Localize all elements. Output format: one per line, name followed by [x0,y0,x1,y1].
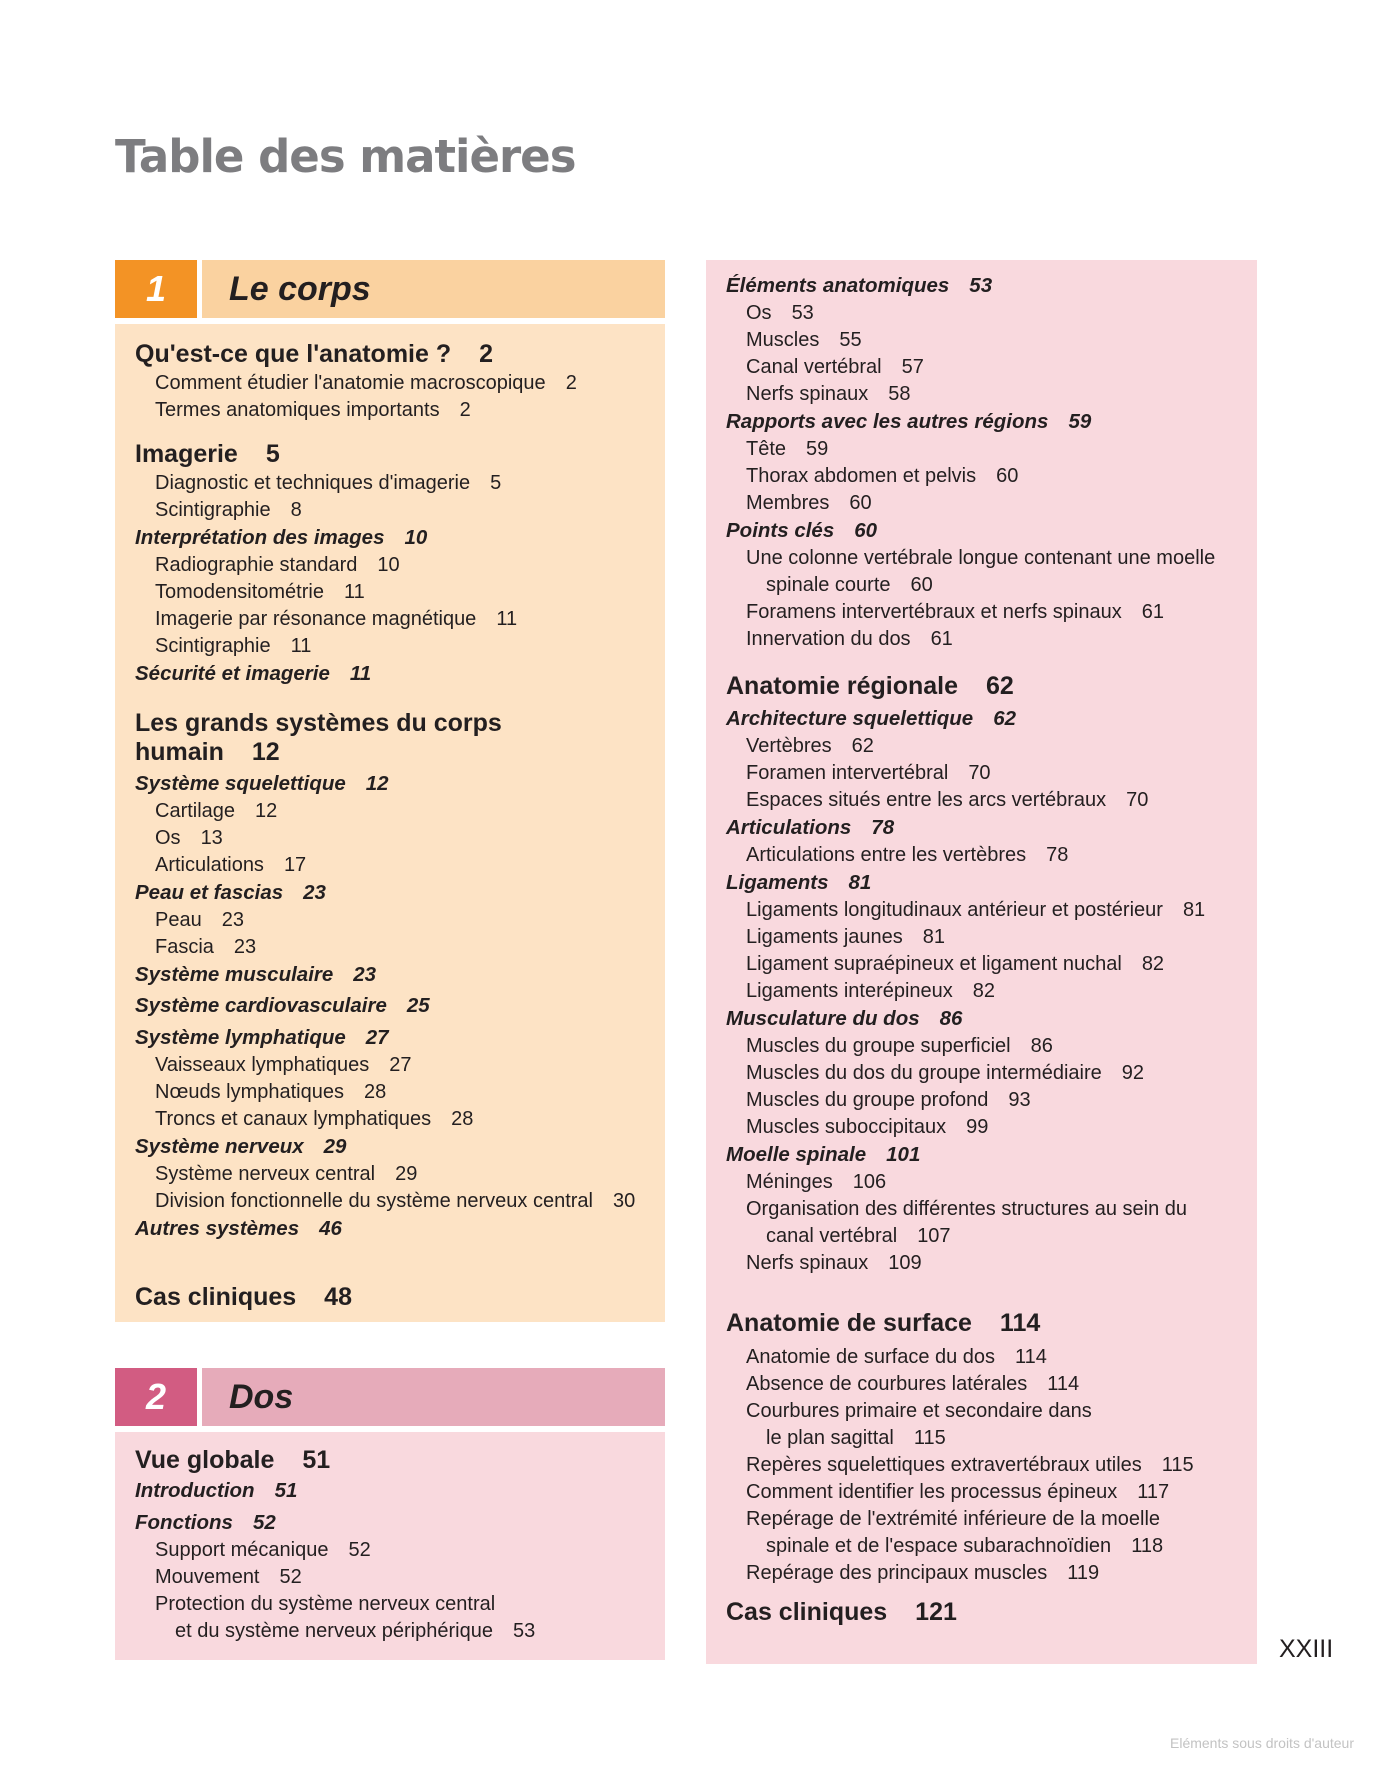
toc-entry-title: Muscles [746,329,820,351]
toc-entry-level-3 [155,552,400,578]
toc-entry-title: Une colonne vertébrale longue contenant une moelle [746,547,1216,569]
toc-entry-level-3 [155,1052,411,1078]
toc-entry-page: 115 [913,1427,946,1449]
toc-entry-level-3 [746,436,828,462]
toc-entry-page: 48 [324,1283,352,1311]
toc-entry-title: Scintigraphie [155,499,271,521]
toc-entry-page: 119 [1067,1562,1100,1584]
toc-entry-title: Autres systèmes [135,1217,300,1240]
toc-entry-page: 62 [851,735,874,757]
toc-entry-level-3 [746,842,1068,868]
toc-entry-title: Os [155,827,181,849]
toc-entry-page: 70 [1126,789,1149,811]
toc-entry-title: Espaces situés entre les arcs vertébraux [746,789,1107,811]
toc-entry-level-2 [135,1134,346,1160]
toc-entry-level-3 [746,978,995,1004]
toc-entry-page: 99 [966,1116,989,1138]
toc-entry-level-3 [155,907,244,933]
toc-entry-page: 27 [389,1054,412,1076]
toc-entry-page: 86 [1030,1035,1053,1057]
toc-entry-page: 60 [910,574,933,596]
toc-entry-title: Anatomie de surface [726,1309,972,1337]
toc-entry-title: Rapports avec les autres régions [726,410,1049,433]
toc-entry-title: Articulations [726,816,852,839]
toc-entry-level-2 [726,870,871,896]
toc-entry-title: Repères squelettiques extravertébraux utiles [746,1454,1142,1476]
toc-entry-page: 61 [930,628,953,650]
toc-entry-title: Membres [746,492,830,514]
toc-entry-page: 23 [353,963,377,986]
toc-entry-title: Nœuds lymphatiques [155,1081,344,1103]
toc-entry-page: 78 [871,816,895,839]
toc-entry-page: 81 [848,871,872,894]
toc-entry-title: Peau [155,909,202,931]
toc-entry-page: 59 [1068,410,1092,433]
toc-entry-page: 60 [854,519,878,542]
toc-entry-title: Musculature du dos [726,1007,920,1030]
toc-entry-page: 10 [404,526,428,549]
toc-entry-level-3 [746,1560,1099,1586]
toc-entry-level-3 [746,354,924,380]
toc-entry-page: 60 [849,492,872,514]
toc-entry-page: 52 [252,1511,276,1534]
toc-entry-level-2 [135,962,376,988]
toc-entry-title: Qu'est-ce que l'anatomie ? [135,340,452,368]
toc-entry-level-3 [746,951,1164,977]
toc-entry-title: Système musculaire [135,963,334,986]
toc-entry-page: 81 [1182,899,1206,921]
toc-entry-level-2 [726,273,992,299]
toc-entry-page: 58 [888,383,911,405]
toc-entry-level-3 [746,545,1235,571]
toc-entry-level-2 [726,706,1016,732]
toc-entry-level-3 [746,1506,1180,1532]
toc-entry-level-3 [746,1250,922,1276]
toc-entry-level-3 [155,606,517,632]
toc-entry-level-2 [135,525,427,551]
toc-entry-level-3 [746,1344,1047,1370]
toc-entry-title: Imagerie [135,440,238,468]
toc-entry-level-3 [746,381,911,407]
toc-entry-title: Repérage des principaux muscles [746,1562,1048,1584]
toc-entry-page: 2 [459,399,471,421]
toc-entry-level-1 [726,672,1014,701]
toc-entry-page: 30 [613,1190,636,1212]
toc-entry-title: Articulations entre les vertèbres [746,844,1027,866]
toc-entry-title: Muscles suboccipitaux [746,1116,947,1138]
toc-entry-title: Imagerie par résonance magnétique [155,608,477,630]
toc-entry-page: 5 [490,472,502,494]
toc-entry-page: 57 [901,356,924,378]
toc-entry-page: 52 [348,1539,371,1561]
toc-entry-title: le plan sagittal [766,1427,894,1449]
toc-entry-title: et du système nerveux périphérique [175,1620,493,1642]
toc-entry-title: Division fonctionnelle du système nerveux central [155,1190,593,1212]
toc-entry-title: Ligaments [726,871,829,894]
toc-entry-level-2 [726,815,894,841]
toc-entry-page: 25 [406,994,430,1017]
toc-entry-title: Muscles du groupe superficiel [746,1035,1011,1057]
toc-entry-level-3 [746,1087,1031,1113]
toc-entry-page: 121 [915,1598,957,1626]
toc-entry-title: Muscles du dos du groupe intermédiaire [746,1062,1102,1084]
toc-entry-level-3 [746,1479,1169,1505]
toc-entry-page: 27 [365,1026,389,1049]
toc-entry-page: 51 [274,1479,298,1502]
toc-entry-level-3 [746,1371,1079,1397]
toc-entry-title: Support mécanique [155,1539,329,1561]
toc-entry-page: 11 [290,635,312,657]
toc-entry-page: 62 [986,672,1014,700]
toc-entry-title: Foramen intervertébral [746,762,949,784]
toc-entry-level-3 [155,1188,635,1214]
toc-entry-page: 118 [1131,1535,1164,1557]
toc-entry-title: spinale et de l'espace subarachnoïdien [766,1535,1112,1557]
toc-entry-level-1 [135,340,493,369]
toc-entry-level-3 [746,626,953,652]
toc-entry-page: 78 [1046,844,1069,866]
toc-entry-title: Vue globale [135,1446,275,1474]
toc-entry-level-2 [135,880,326,906]
toc-entry-level-3 [155,1537,371,1563]
toc-entry-title: Anatomie de surface du dos [746,1346,996,1368]
toc-entry-title: Les grands systèmes du corps [135,709,502,737]
toc-entry-level-3 [766,1223,951,1249]
toc-entry-page: 12 [255,800,278,822]
toc-entry-title: Peau et fascias [135,881,284,904]
toc-entry-title: Os [746,302,772,324]
toc-entry-level-1 [135,709,530,738]
toc-entry-page: 11 [496,608,518,630]
toc-entry-level-3 [766,1425,946,1451]
toc-entry-level-1 [135,1283,352,1312]
toc-entry-level-2 [726,1142,920,1168]
toc-entry-page: 12 [251,738,280,766]
toc-entry-page: 82 [972,980,996,1002]
toc-entry-page: 13 [200,827,223,849]
toc-entry-level-3 [746,300,814,326]
toc-entry-level-3 [155,852,306,878]
toc-entry-level-3 [155,633,311,659]
toc-entry-title: Cartilage [155,800,236,822]
toc-entry-level-3 [155,1161,417,1187]
toc-entry-level-3 [746,490,872,516]
toc-entry-page: 114 [1047,1373,1080,1395]
toc-entry-title: Méninges [746,1171,833,1193]
toc-entry-title: Éléments anatomiques [726,274,950,297]
toc-entry-level-3 [746,924,945,950]
toc-entry-page: 5 [265,440,280,468]
toc-entry-title: Fonctions [135,1511,233,1534]
toc-entry-title: Repérage de l'extrémité inférieure de la moelle [746,1508,1161,1530]
toc-entry-title: Innervation du dos [746,628,911,650]
toc-entry-page: 53 [512,1620,536,1642]
toc-entry-page: 61 [1141,601,1164,623]
chapter-number: 2 [115,1368,197,1426]
toc-entry-level-3 [175,1618,535,1644]
toc-entry-title: Moelle spinale [726,1143,867,1166]
toc-entry-level-1 [135,440,280,469]
toc-entry-page: 8 [290,499,302,521]
toc-entry-level-3 [155,370,577,396]
toc-entry-title: Ligaments longitudinaux antérieur et postérieur [746,899,1163,921]
toc-entry-level-2 [135,661,371,687]
toc-entry-level-2 [726,409,1091,435]
toc-entry-title: Nerfs spinaux [746,1252,869,1274]
toc-entry-level-1 [726,1598,957,1627]
toc-entry-title: Radiographie standard [155,554,358,576]
toc-entry-level-3 [155,497,302,523]
toc-entry-page: 114 [999,1309,1041,1337]
toc-entry-page: 11 [343,581,365,603]
toc-entry-title: Comment identifier les processus épineux [746,1481,1118,1503]
toc-entry-page: 81 [922,926,946,948]
chapter-2-header [115,1368,665,1426]
toc-entry-title: Thorax abdomen et pelvis [746,465,977,487]
toc-entry-title: Tomodensitométrie [155,581,324,603]
toc-entry-level-3 [155,1079,386,1105]
toc-entry-level-3 [746,1398,1112,1424]
toc-entry-level-1 [135,1446,330,1475]
toc-entry-page: 29 [395,1163,418,1185]
toc-entry-page: 2 [565,372,577,394]
toc-entry-level-3 [155,1564,302,1590]
toc-entry-title: Absence de courbures latérales [746,1373,1028,1395]
toc-entry-title: Termes anatomiques importants [155,399,440,421]
toc-entry-page: 53 [791,302,814,324]
toc-entry-page: 117 [1137,1481,1170,1503]
toc-entry-level-2 [135,771,389,797]
toc-entry-page: 10 [377,554,400,576]
toc-entry-page: 17 [283,854,307,876]
toc-entry-title: Cas cliniques [726,1598,888,1626]
toc-entry-level-2 [135,1025,389,1051]
toc-entry-level-3 [155,825,223,851]
toc-entry-title: Ligaments jaunes [746,926,903,948]
toc-entry-level-3 [155,934,256,960]
toc-entry-page: 114 [1015,1346,1047,1368]
toc-entry-page: 28 [451,1108,474,1130]
toc-entry-level-3 [746,1452,1194,1478]
toc-entry-page: 46 [319,1217,342,1240]
toc-entry-level-3 [746,897,1205,923]
toc-entry-level-2 [135,1510,276,1536]
toc-entry-title: Introduction [135,1479,255,1502]
page-title: Table des matières [115,130,576,183]
toc-entry-title: Canal vertébral [746,356,882,378]
toc-entry-page: 12 [365,772,389,795]
toc-entry-title: Interprétation des images [135,526,385,549]
toc-entry-title: Système nerveux [135,1135,304,1158]
toc-entry-page: 29 [323,1135,347,1158]
toc-entry-page: 53 [969,274,993,297]
toc-entry-page: 28 [363,1081,387,1103]
toc-entry-level-3 [746,760,991,786]
toc-entry-page: 11 [349,662,372,685]
chapter-title: Dos [202,1368,665,1426]
toc-entry-title: canal vertébral [766,1225,898,1247]
toc-entry-page: 106 [852,1171,887,1193]
toc-entry-page: 60 [996,465,1019,487]
toc-entry-page: 23 [303,881,326,904]
toc-entry-level-2 [726,1006,962,1032]
toc-entry-level-2 [135,1216,342,1242]
toc-entry-level-2 [135,993,430,1019]
toc-entry-page: 86 [939,1007,963,1030]
toc-entry-title: Foramens intervertébraux et nerfs spinaux [746,601,1122,623]
toc-entry-title: Comment étudier l'anatomie macroscopique [155,372,546,394]
toc-entry-level-3 [155,397,471,423]
toc-entry-title: Sécurité et imagerie [135,662,330,685]
toc-entry-page: 70 [968,762,991,784]
toc-entry-title: Points clés [726,519,835,542]
toc-entry-title: Architecture squelettique [726,707,974,730]
toc-entry-level-3 [155,798,277,824]
toc-entry-level-3 [155,470,501,496]
toc-entry-title: Vaisseaux lymphatiques [155,1054,370,1076]
page-number: XXIII [1279,1635,1334,1663]
toc-entry-page: 109 [888,1252,922,1274]
toc-entry-page: 62 [993,707,1017,730]
toc-entry-level-3 [746,463,1018,489]
toc-entry-title: Système squelettique [135,772,346,795]
toc-entry-title: Troncs et canaux lymphatiques [155,1108,432,1130]
toc-entry-level-3 [746,787,1148,813]
toc-entry-level-1 [135,738,280,767]
toc-entry-page: 55 [839,329,862,351]
toc-entry-page: 51 [302,1446,331,1474]
toc-entry-title: Ligaments interépineux [746,980,953,1002]
copyright-watermark: Eléments sous droits d'auteur [1170,1735,1354,1751]
toc-entry-title: Cas cliniques [135,1283,297,1311]
toc-entry-page: 52 [279,1566,302,1588]
toc-entry-title: Organisation des différentes structures au sein du [746,1198,1187,1220]
toc-entry-level-3 [746,1169,886,1195]
toc-entry-level-3 [155,1591,515,1617]
toc-entry-level-3 [155,579,365,605]
toc-entry-level-3 [766,572,933,598]
toc-entry-page: 23 [233,936,257,958]
toc-entry-page: 107 [917,1225,951,1247]
toc-entry-level-2 [135,1478,297,1504]
toc-entry-page: 115 [1161,1454,1194,1476]
toc-entry-title: spinale courte [766,574,891,596]
toc-entry-title: Scintigraphie [155,635,271,657]
toc-entry-title: Courbures primaire et secondaire dans [746,1400,1092,1422]
toc-entry-level-3 [746,1114,988,1140]
toc-entry-title: Ligament supraépineux et ligament nuchal [746,953,1122,975]
toc-entry-title: Fascia [155,936,214,958]
toc-entry-level-3 [746,1196,1207,1222]
toc-entry-title: Nerfs spinaux [746,383,869,405]
toc-entry-level-3 [746,327,862,353]
toc-entry-page: 93 [1008,1089,1031,1111]
toc-entry-page: 2 [479,340,494,368]
toc-entry-title: Protection du système nerveux central [155,1593,496,1615]
toc-entry-title: Système nerveux central [155,1163,376,1185]
toc-entry-title: Articulations [155,854,264,876]
toc-entry-title: Tête [746,438,787,460]
toc-entry-level-2 [726,518,877,544]
toc-entry-title: Muscles du groupe profond [746,1089,989,1111]
toc-entry-level-3 [155,1106,473,1132]
toc-entry-page: 101 [886,1143,921,1166]
chapter-1-header [115,260,665,318]
chapter-title: Le corps [202,260,665,318]
toc-entry-title: humain [135,738,224,766]
toc-entry-page: 82 [1141,953,1165,975]
toc-entry-level-3 [766,1533,1163,1559]
toc-entry-title: Diagnostic et techniques d'imagerie [155,472,471,494]
toc-entry-title: Système cardiovasculaire [135,994,387,1017]
toc-entry-title: Système lymphatique [135,1026,346,1049]
toc-entry-page: 59 [806,438,829,460]
toc-entry-level-3 [746,1033,1053,1059]
toc-entry-level-3 [746,733,874,759]
toc-entry-page: 23 [221,909,244,931]
chapter-number: 1 [115,260,197,318]
toc-entry-level-3 [746,599,1164,625]
toc-entry-level-1 [726,1309,1040,1338]
toc-entry-title: Anatomie régionale [726,672,958,700]
toc-entry-title: Mouvement [155,1566,260,1588]
toc-entry-page: 92 [1121,1062,1145,1084]
toc-entry-title: Vertèbres [746,735,832,757]
toc-entry-level-3 [746,1060,1144,1086]
